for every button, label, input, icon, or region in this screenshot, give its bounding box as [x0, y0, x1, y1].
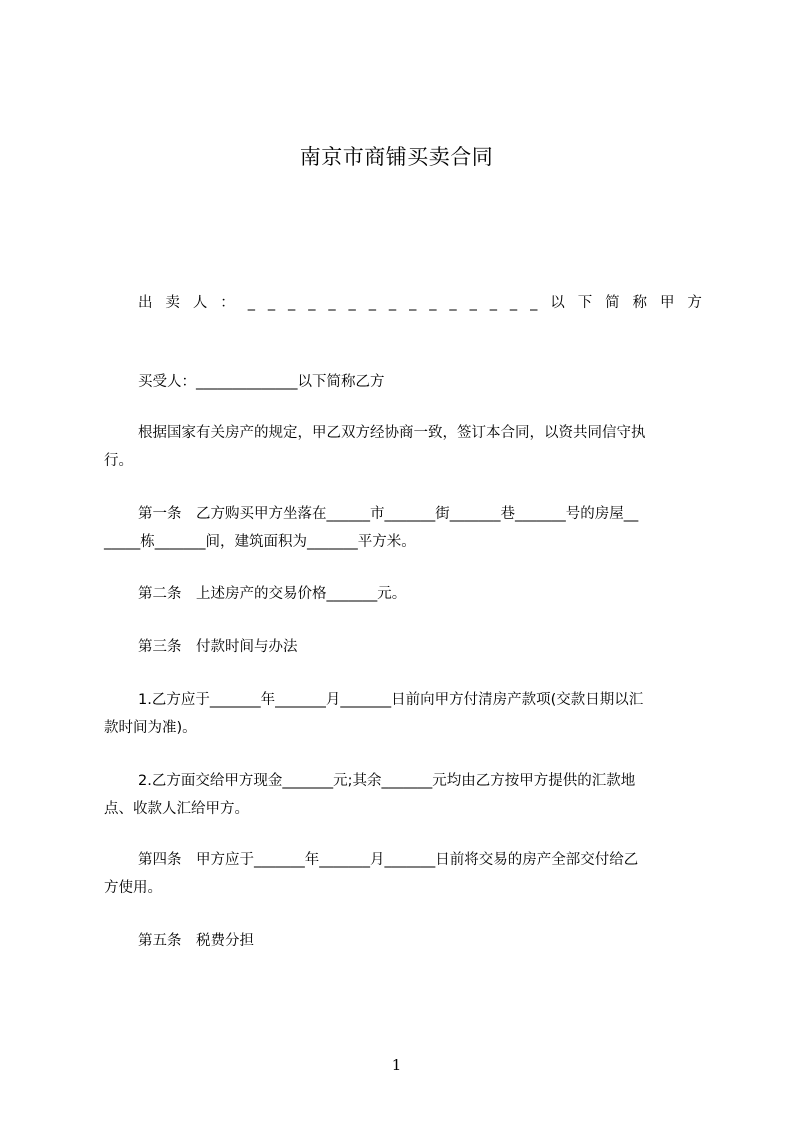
- article-5-heading: 第五条 税费分担: [138, 933, 254, 949]
- buyer-line: 买受人：______________以下简称乙方: [138, 374, 385, 390]
- seller-line-char: _: [368, 295, 376, 311]
- seller-line-char: _: [288, 295, 296, 311]
- seller-line-char: 出: [138, 295, 153, 311]
- article-1-line-1: 第一条 乙方购买甲方坐落在______市_______街_______巷_______号的房屋__: [138, 506, 639, 522]
- page-number: 1: [391, 1056, 402, 1074]
- preamble-line-2: 行。: [104, 453, 133, 469]
- item-2-line-1: 2.乙方面交给甲方现金_______元;其余_______元均由乙方按甲方提供的汇款地: [138, 773, 636, 789]
- seller-line-char: _: [409, 295, 417, 311]
- seller-line-char: _: [530, 295, 538, 311]
- seller-line-char: 下: [577, 295, 593, 311]
- article-2-line: 第二条 上述房产的交易价格_______元。: [138, 586, 407, 602]
- seller-line-char: 方: [687, 295, 702, 311]
- seller-line-char: _: [509, 295, 518, 311]
- item-1-line-1: 1.乙方应于_______年_______月_______日前向甲方付清房产款项(交款日期以汇: [138, 692, 644, 708]
- seller-line-char: _: [308, 295, 316, 311]
- seller-line-char: 卖: [165, 295, 180, 311]
- article-4-line-2: 方使用。: [104, 880, 162, 896]
- seller-line-char: 人: [192, 295, 208, 311]
- seller-line-char: 简: [605, 295, 620, 311]
- seller-line-char: 以: [550, 295, 565, 311]
- seller-line-char: ：: [220, 295, 235, 311]
- preamble-line-1: 根据国家有关房产的规定，甲乙双方经协商一致，签订本合同，以资共同信守执: [138, 425, 646, 441]
- article-4-line-1: 第四条 甲方应于_______年_______月_______日前将交易的房产全部交付给乙: [138, 852, 639, 868]
- seller-line-char: _: [388, 295, 397, 311]
- seller-line-char: _: [449, 295, 457, 311]
- article-1-line-2: _____栋_______间，建筑面积为_______平方米。: [104, 534, 416, 550]
- seller-line-char: _: [328, 295, 336, 311]
- seller-line-char: _: [348, 295, 356, 311]
- document-title: 南京市商铺买卖合同: [299, 145, 494, 169]
- seller-line-char: 甲: [659, 295, 675, 311]
- article-3-heading: 第三条 付款时间与办法: [138, 639, 298, 655]
- seller-line-char: 称: [632, 295, 648, 311]
- seller-line: [138, 289, 702, 317]
- item-2-line-2: 点、收款人汇给甲方。: [104, 801, 249, 817]
- seller-line-char: _: [267, 295, 276, 311]
- seller-line-char: _: [469, 295, 477, 311]
- item-1-line-2: 款时间为准)。: [104, 720, 197, 736]
- seller-line-char: _: [489, 295, 497, 311]
- seller-line-char: _: [247, 295, 255, 311]
- seller-line-char: _: [429, 295, 437, 311]
